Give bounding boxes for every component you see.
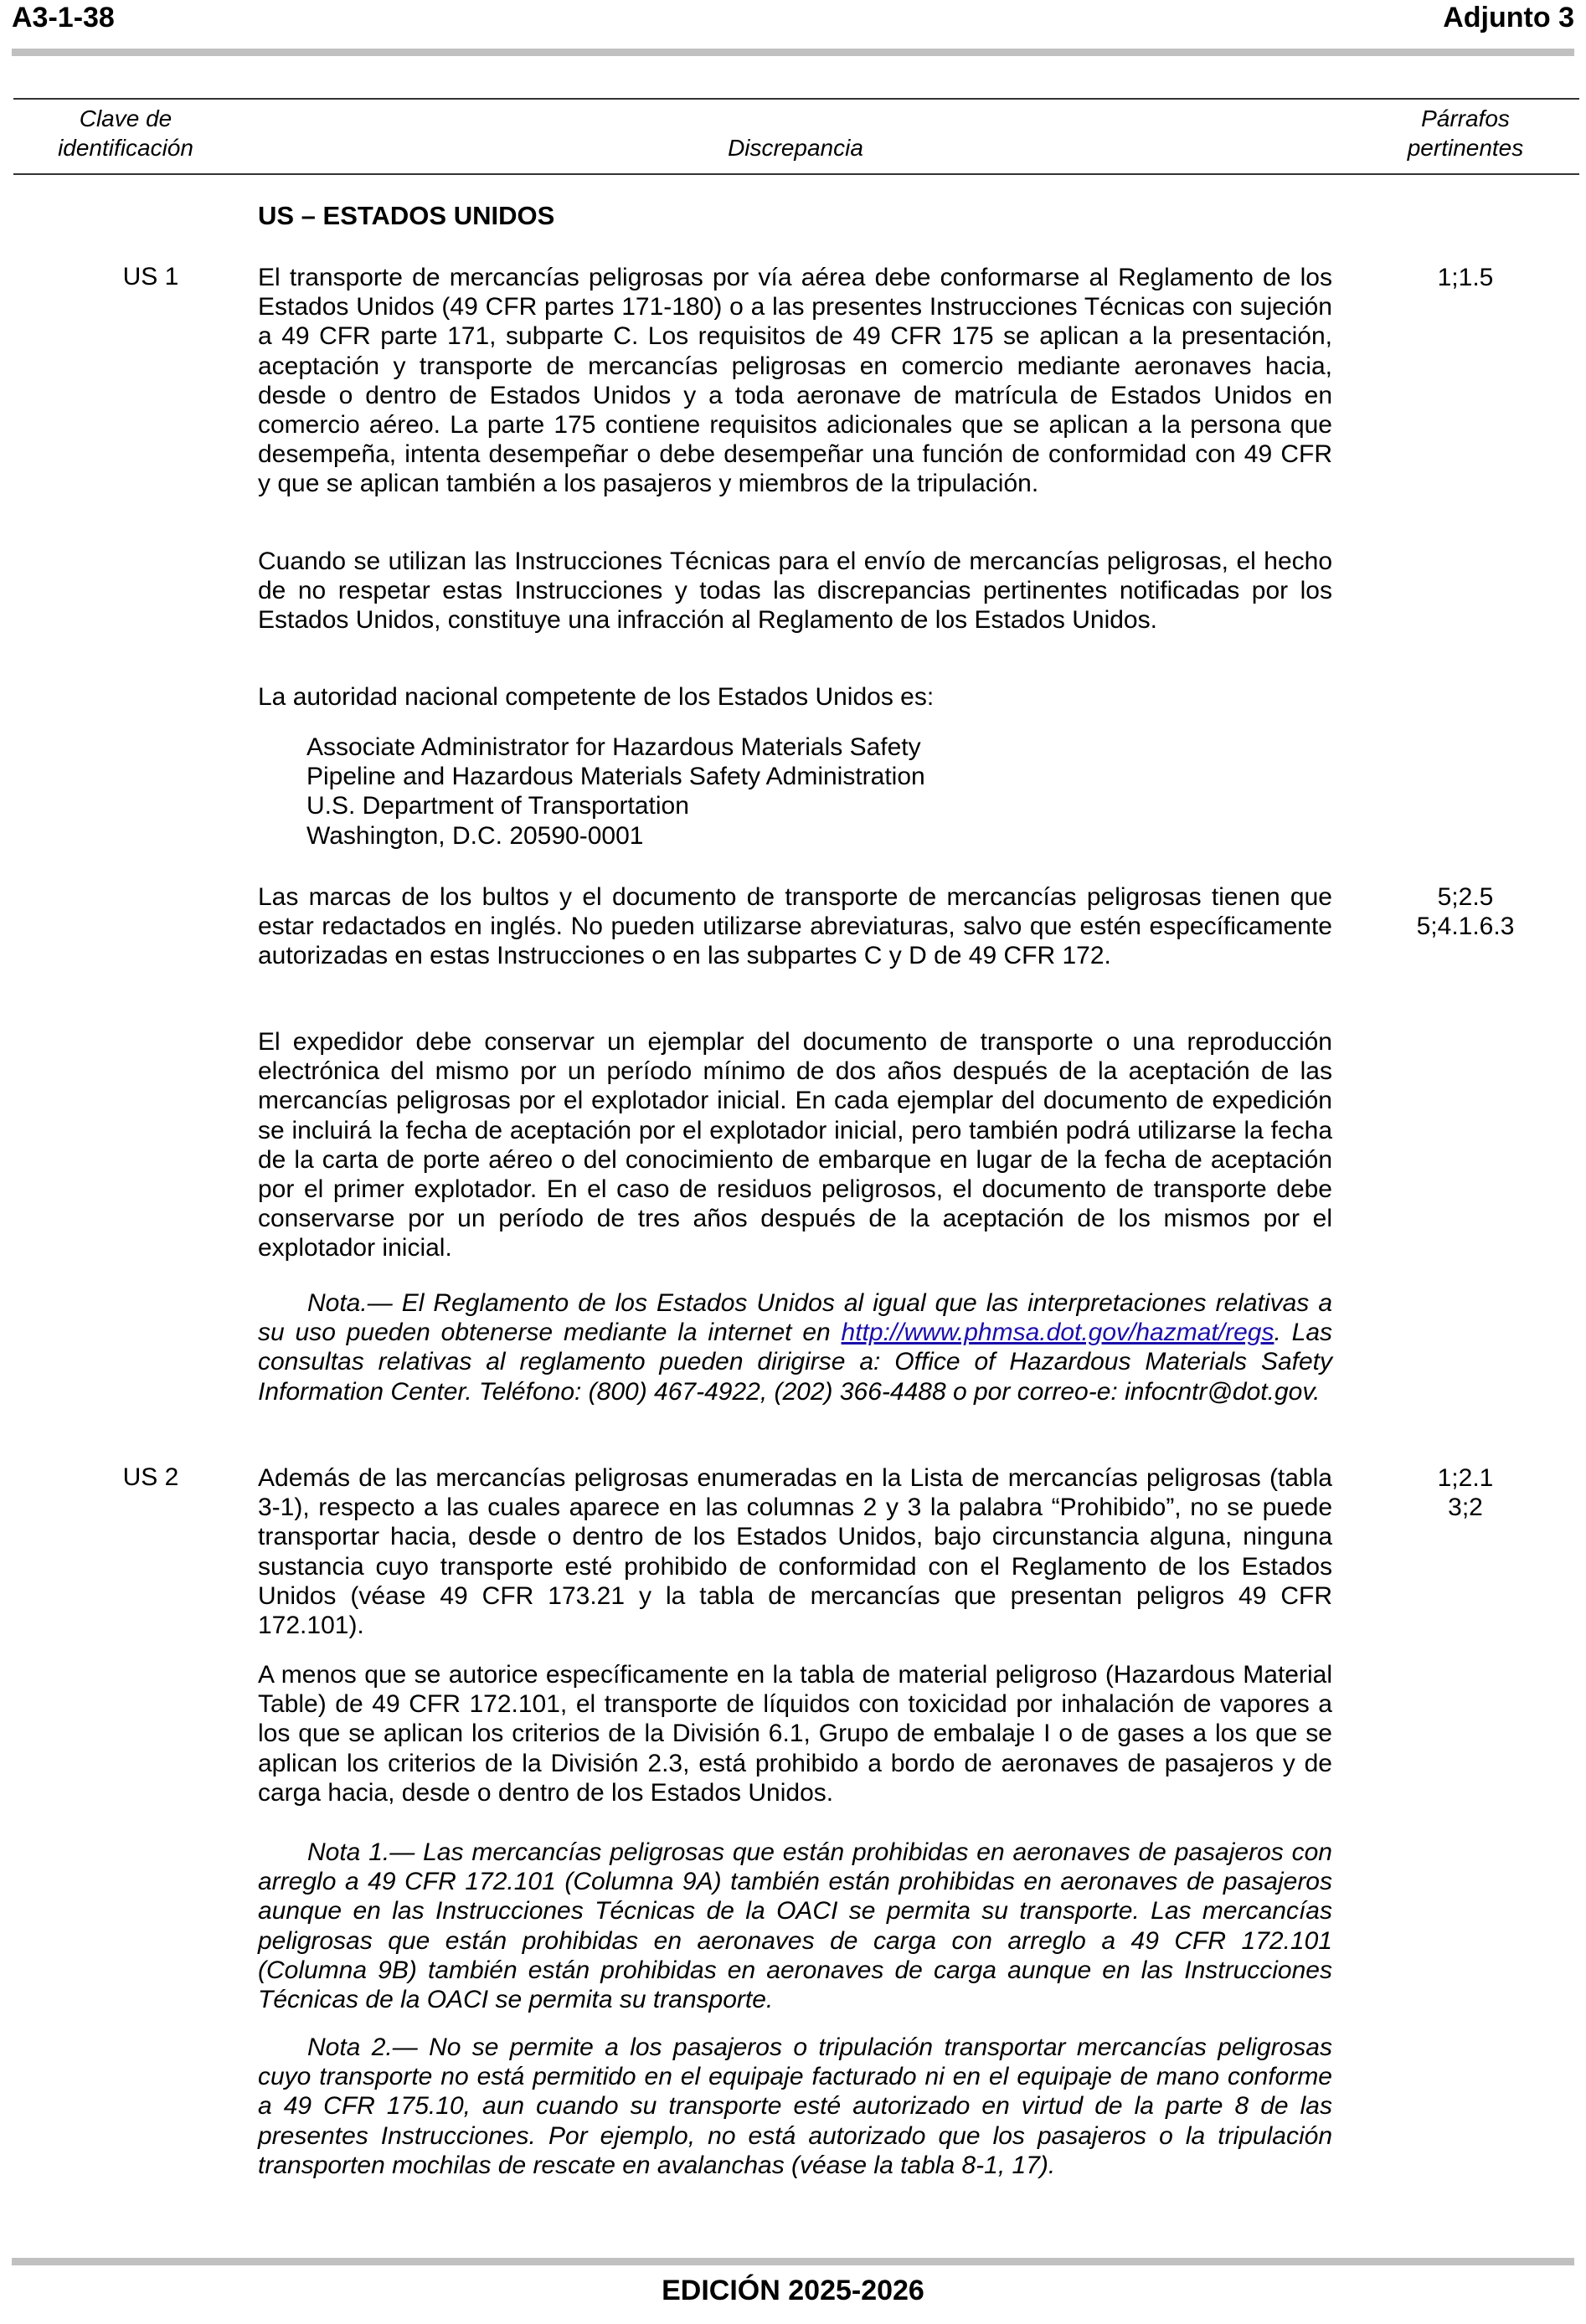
us1-refs: 1;1.5 <box>1437 264 1494 291</box>
us1-refs-2 <box>1373 882 1558 941</box>
us1-paragraph-1: El transporte de mercancías peligrosas por vía aérea debe conformarse al Reglamento de los Estados Unidos (49 CFR partes 171-180) o a las presentes Instrucciones Técnicas con sujeción a 49 CFR parte 171, subparte C. Los requisitos de 49 CFR 175 se aplican a la presentación, aceptación y transporte de mercancías peligrosas en comercio mediante aeronaves hacia, desde o dentro de Estados Unidos y a toda aeronave de matrícula de Estados Unidos en comercio aéreo. La parte 175 contiene requisitos adicionales que se aplican a la persona que desempeña, intenta desempeñar o debe desempeñar una función de conformidad con 49 CFR y que se aplican también a los pasajeros y miembros de la tripulación. <box>258 264 1332 498</box>
us2-note-2: Nota 2.— No se permite a los pasajeros o tripulación transportar mercancías peligrosas cuyo transporte no está permitido en el equipaje facturado ni en el equipaje de mano conforme a 49 CFR 175.10, aun cuando su transporte esté autorizado en virtud de la parte 8 de las presentes Instrucciones. Por ejemplo, no está autorizado que los pasajeros o la tripulación transporten mochilas de rescate en avalanchas (véase la tabla 8-1, 17). <box>258 2034 1332 2179</box>
us1-note <box>258 1288 1332 1406</box>
col-header-refs-line1: Párrafos <box>1421 105 1510 131</box>
note-text: Nota.— El Reglamento de los Estados Unidos al igual que las interpretaciones relativas a su uso pueden obtenerse mediante la internet en <box>258 1289 1332 1347</box>
address-line: Pipeline and Hazardous Materials Safety Administration <box>306 763 925 791</box>
authority-address <box>306 733 1311 851</box>
table-header-top-line <box>13 98 1579 100</box>
col-header-id-line1: Clave de <box>79 105 173 131</box>
us1-paragraph-3: La autoridad nacional competente de los Estados Unidos es: <box>258 683 935 711</box>
us2-id: US 2 <box>122 1463 179 1491</box>
ref-line: 5;2.5 <box>1437 883 1494 911</box>
col-header-discrepancy: Discrepancia <box>728 135 863 161</box>
us2-refs <box>1373 1463 1558 1522</box>
ref-line: 3;2 <box>1448 1494 1483 1521</box>
col-header-refs <box>1373 104 1558 162</box>
page-number: A3-1-38 <box>12 2 115 33</box>
us1-paragraph-4: Las marcas de los bultos y el documento de transporte de mercancías peligrosas tienen que estar redactados en inglés. No pueden utilizarse abreviaturas, salvo que estén específicamente autorizadas en estas Instrucciones o en las subpartes C y D de 49 CFR 172. <box>258 883 1332 970</box>
us1-paragraph-5: El expedidor debe conservar un ejemplar del documento de transporte o una reproducción electrónica del mismo por un período mínimo de dos años después de la aceptación de las mercancías peligrosas por el explotador inicial. En cada ejemplar del documento de expedición se incluirá la fecha de aceptación por el explotador inicial, pero también podrá utilizarse la fecha de la carta de porte aéreo o del conocimiento de embarque en lugar de la fecha de aceptación por el primer explotador. En el caso de residuos peligrosos, el documento de transporte debe conservarse por un período de tres años después de la aceptación de los mismos por el explotador inicial. <box>258 1028 1332 1262</box>
us1-paragraph-2: Cuando se utilizan las Instrucciones Técnicas para el envío de mercancías peligrosas, el hecho de no respetar estas Instrucciones y todas las discrepancias pertinentes notificadas por los Estados Unidos, constituye una infracción al Reglamento de los Estados Unidos. <box>258 548 1332 635</box>
table-header-bottom-line <box>13 173 1579 175</box>
col-header-refs-line2: pertinentes <box>1407 135 1524 161</box>
section-title: US – ESTADOS UNIDOS <box>258 201 555 230</box>
edition-footer: EDICIÓN 2025-2026 <box>662 2275 924 2306</box>
ref-line: 1;2.1 <box>1437 1464 1494 1492</box>
us2-note-1: Nota 1.— Las mercancías peligrosas que están prohibidas en aeronaves de pasajeros con arreglo a 49 CFR 172.101 (Columna 9A) también están prohibidas en aeronaves de pasajeros aunque en las Instrucciones Técnicas de la OACI se permita su transporte. Las mercancías peligrosas que están prohibidas en aeronaves de carga con arreglo a 49 CFR 172.101 (Columna 9B) también están prohibidas en aeronaves de carga aunque en las Instrucciones Técnicas de la OACI se permita su transporte. <box>258 1838 1332 2014</box>
address-line: U.S. Department of Transportation <box>306 792 689 820</box>
header-rule <box>12 49 1574 56</box>
col-header-id-line2: identificación <box>58 135 193 161</box>
note-text: . Las consultas relativas al reglamento pueden dirigirse a: Office of Hazardous Materials Safety Information Center. Teléfono: (800) 467-4922, (202) 366-4488 o por correo-e: infocntr@dot.gov. <box>258 1319 1332 1406</box>
ref-line: 5;4.1.6.3 <box>1416 913 1515 940</box>
us2-paragraph-2: A menos que se autorice específicamente en la tabla de material peligroso (Hazardous Material Table) de 49 CFR 172.101, el transporte de líquidos con toxicidad por inhalación de vapores a los que se aplican los criterios de la División 6.1, Grupo de embalaje I o de gases a los que se aplican los criterios de la División 2.3, está prohibido a bordo de aeronaves de pasajeros y de carga hacia, desde o dentro de los Estados Unidos. <box>258 1661 1332 1807</box>
attachment-label: Adjunto 3 <box>1443 2 1574 33</box>
address-line: Associate Administrator for Hazardous Materials Safety <box>306 733 921 761</box>
us1-id: US 1 <box>122 263 179 290</box>
address-line: Washington, D.C. 20590-0001 <box>306 821 644 850</box>
phmsa-link[interactable]: http://www.phmsa.dot.gov/hazmat/regs <box>841 1319 1274 1347</box>
us2-paragraph-1: Además de las mercancías peligrosas enumeradas en la Lista de mercancías peligrosas (tabla 3-1), respecto a las cuales aparece en las columnas 2 y 3 la palabra “Prohibido”, no se puede transportar hacia, desde o dentro de los Estados Unidos, bajo circunstancia alguna, ninguna sustancia cuyo transporte esté prohibido de conformidad con el Reglamento de los Estados Unidos (véase 49 CFR 173.21 y la tabla de mercancías que presentan peligros 49 CFR 172.101). <box>258 1464 1332 1640</box>
footer-rule <box>12 2258 1574 2265</box>
col-header-id <box>25 104 226 162</box>
